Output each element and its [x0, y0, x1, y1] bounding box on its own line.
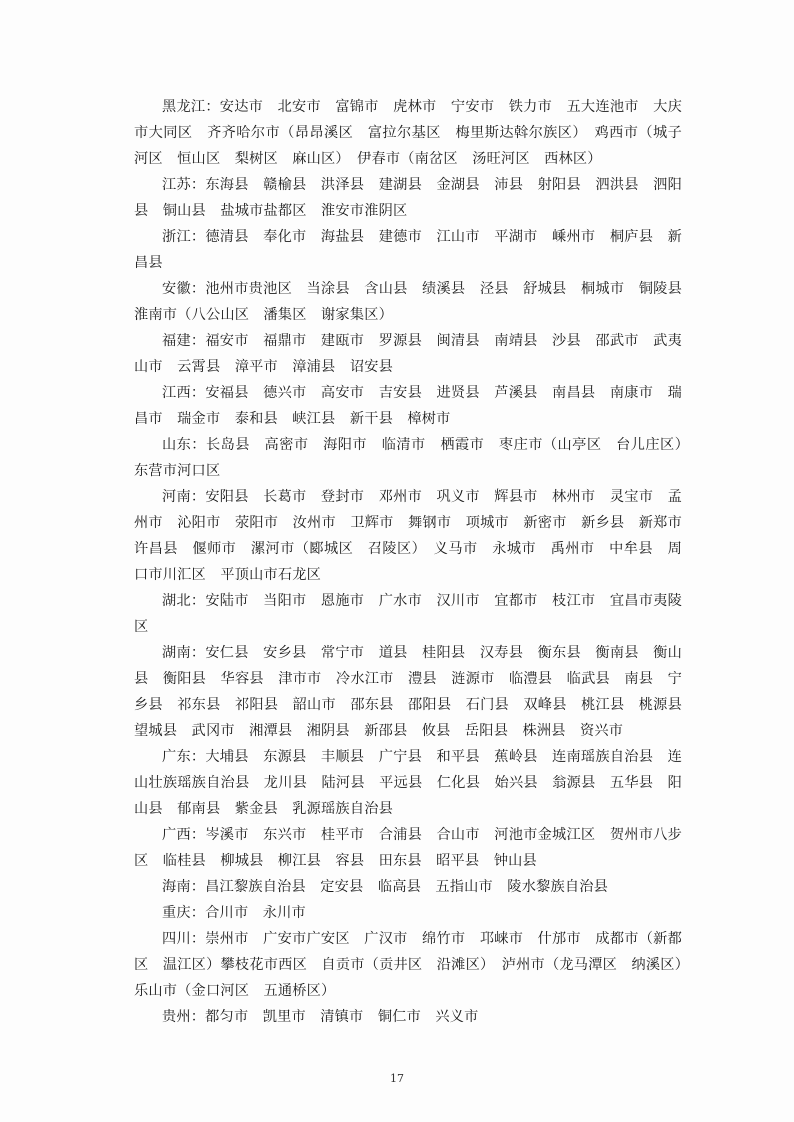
- paragraph-hubei: 湖北：安陆市 当阳市 恩施市 广水市 汉川市 宜都市 枝江市 宜昌市夷陵区: [134, 593, 682, 635]
- paragraph-jiangsu: 江苏：东海县 赣榆县 洪泽县 建湖县 金湖县 沛县 射阳县 泗洪县 泗阳县 铜山县 盐城市盐都区 淮安市淮阴区: [134, 177, 682, 219]
- document-body: [134, 94, 697, 1030]
- paragraph-shandong: 山东：长岛县 高密市 海阳市 临清市 栖霞市 枣庄市（山亭区 台儿庄区） 东营市河口区: [134, 437, 697, 479]
- paragraph-zhejiang: 浙江：德清县 奉化市 海盐县 建德市 江山市 平湖市 嵊州市 桐庐县 新昌县: [134, 229, 682, 271]
- paragraph-heilongjiang: 黑龙江：安达市 北安市 富锦市 虎林市 宁安市 铁力市 五大连池市 大庆市大同区 齐齐哈尔市（昂昂溪区 富拉尔基区 梅里斯达斡尔族区） 鸡西市（城子河区 恒山区 梨树区 麻山区） 伊春市（南岔区 汤旺河区 西林区）: [134, 99, 682, 167]
- paragraph-chongqing: 重庆：合川市 永川市: [162, 905, 306, 921]
- paragraph-guizhou: 贵州：都匀市 凯里市 清镇市 铜仁市 兴义市: [162, 1009, 479, 1025]
- paragraph-anhui: 安徽：池州市贵池区 当涂县 含山县 绩溪县 泾县 舒城县 桐城市 铜陵县 淮南市（八公山区 潘集区 谢家集区）: [134, 281, 697, 323]
- paragraph-hainan: 海南：昌江黎族自治县 定安县 临高县 五指山市 陵水黎族自治县: [162, 879, 609, 895]
- paragraph-hunan: 湖南：安仁县 安乡县 常宁市 道县 桂阳县 汉寿县 衡东县 衡南县 衡山县 衡阳县 华容县 津市市 冷水江市 澧县 涟源市 临澧县 临武县 南县 宁乡县 祁东县 祁阳县 韶山市 邵东县 邵阳县 石门县 双峰县 桃江县 桃源县 望城县 武冈市 湘潭县 湘阴县 新邵县 攸县 岳阳县 株洲县 资兴市: [134, 645, 697, 739]
- paragraph-guangdong: 广东：大埔县 东源县 丰顺县 广宁县 和平县 蕉岭县 连南瑶族自治县 连山壮族瑶族自治县 龙川县 陆河县 平远县 仁化县 始兴县 翁源县 五华县 阳山县 郁南县 紫金县 乳源瑶族自治县: [134, 749, 682, 817]
- paragraph-jiangxi: 江西：安福县 德兴市 高安市 吉安县 进贤县 芦溪县 南昌县 南康市 瑞昌市 瑞金市 泰和县 峡江县 新干县 樟树市: [134, 385, 682, 427]
- paragraph-guangxi: 广西：岑溪市 东兴市 桂平市 合浦县 合山市 河池市金城江区 贺州市八步区 临桂县 柳城县 柳江县 容县 田东县 昭平县 钟山县: [134, 827, 682, 869]
- paragraph-sichuan: 四川：崇州市 广安市广安区 广汉市 绵竹市 邛崃市 什邡市 成都市（新都区 温江区）攀枝花市西区 自贡市（贡井区 沿滩区） 泸州市（龙马潭区 纳溪区）乐山市（金口河区 五通桥区）: [134, 931, 682, 999]
- paragraph-fujian: 福建：福安市 福鼎市 建瓯市 罗源县 闽清县 南靖县 沙县 邵武市 武夷山市 云霄县 漳平市 漳浦县 诏安县: [134, 333, 682, 375]
- page-number: 17: [390, 1072, 404, 1085]
- paragraph-henan: 河南：安阳县 长葛市 登封市 邓州市 巩义市 辉县市 林州市 灵宝市 孟州市 沁阳市 荥阳市 汝州市 卫辉市 舞钢市 项城市 新密市 新乡县 新郑市 许昌县 偃师市 漯河市（郾城区 召陵区） 义马市 永城市 禹州市 中牟县 周口市川汇区 平顶山市石龙区: [134, 489, 697, 583]
